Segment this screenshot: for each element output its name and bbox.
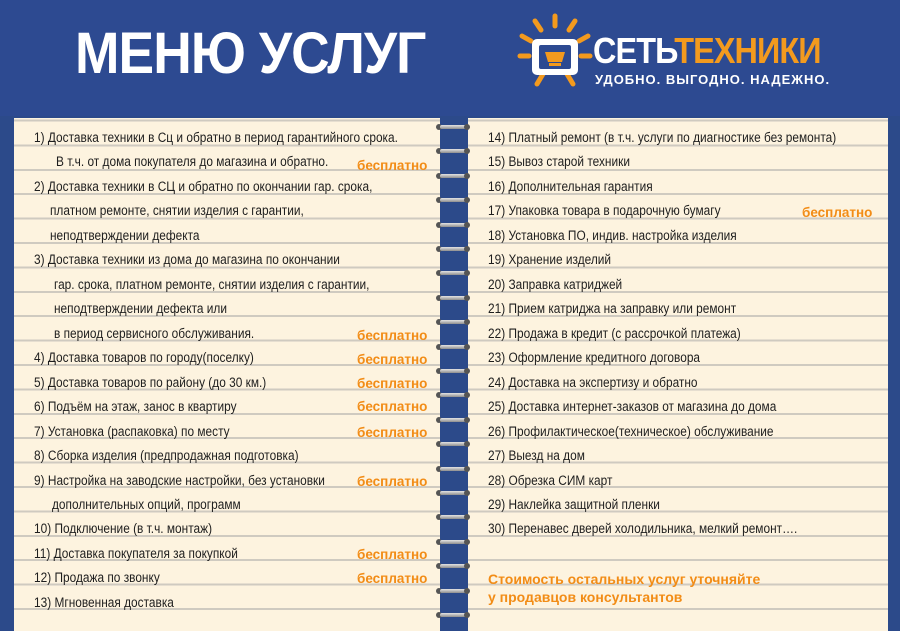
service-line: неподтверждении дефекта или: [54, 301, 228, 316]
service-line: 30) Перенавес дверей холодильника, мелкий ремонт….: [488, 521, 798, 536]
service-line: 28) Обрезка СИМ карт: [488, 473, 613, 488]
service-line: 22) Продажа в кредит (с рассрочкой платежа): [488, 326, 741, 341]
service-line: 13) Мгновенная доставка: [34, 595, 174, 610]
free-badge: бесплатно: [802, 205, 873, 220]
service-line: 6) Подъём на этаж, занос в квартиру: [34, 399, 237, 414]
brand-name: [593, 30, 821, 72]
header-banner: [0, 0, 900, 116]
service-line: 21) Прием катриджа на заправку или ремонт: [488, 301, 737, 316]
notebook-spiral-binding: [436, 116, 470, 631]
tv-sun-logo-icon: [517, 12, 593, 92]
spiral-ring: [436, 415, 470, 425]
free-badge: бесплатно: [357, 547, 428, 562]
spiral-ring: [436, 146, 470, 156]
spiral-ring: [436, 537, 470, 547]
service-line: гар. срока, платном ремонте, снятии изделия с гарантии,: [54, 277, 370, 292]
service-line: 4) Доставка товаров по городу(поселку): [34, 350, 254, 365]
service-line: 1) Доставка техники в Сц и обратно в период гарантийного срока.: [34, 130, 398, 145]
spiral-ring: [436, 390, 470, 400]
service-line: 3) Доставка техники из дома до магазина по окончании: [34, 252, 340, 267]
spiral-ring: [436, 512, 470, 522]
service-line: 18) Установка ПО, индив. настройка изделия: [488, 228, 737, 243]
spiral-ring: [436, 586, 470, 596]
spiral-ring: [436, 610, 470, 620]
service-line: 29) Наклейка защитной пленки: [488, 497, 660, 512]
spiral-ring: [436, 439, 470, 449]
brand-slogan: УДОБНО. ВЫГОДНО. НАДЕЖНО.: [595, 72, 831, 87]
service-line: 27) Выезд на дом: [488, 448, 585, 463]
free-badge: бесплатно: [357, 571, 428, 586]
service-line: 24) Доставка на экспертизу и обратно: [488, 375, 698, 390]
free-badge: бесплатно: [357, 158, 428, 173]
spiral-ring: [436, 293, 470, 303]
spiral-ring: [436, 464, 470, 474]
page-title: МЕНЮ УСЛУГ: [75, 21, 426, 86]
brand-name-part1: СЕТЬ: [593, 30, 675, 71]
spiral-ring: [436, 220, 470, 230]
spiral-ring: [436, 317, 470, 327]
free-badge: бесплатно: [357, 425, 428, 440]
service-line: 15) Вывоз старой техники: [488, 154, 630, 169]
service-line: 5) Доставка товаров по району (до 30 км.): [34, 375, 267, 390]
brand-logo: [517, 12, 831, 102]
spiral-ring: [436, 488, 470, 498]
spiral-ring: [436, 171, 470, 181]
free-badge: бесплатно: [357, 352, 428, 367]
spiral-ring: [436, 268, 470, 278]
service-line: 9) Настройка на заводские настройки, без установки: [34, 473, 325, 488]
spiral-ring: [436, 561, 470, 571]
service-line: 16) Дополнительная гарантия: [488, 179, 653, 194]
service-line: 12) Продажа по звонку: [34, 570, 160, 585]
free-badge: бесплатно: [357, 399, 428, 414]
service-line: 25) Доставка интернет-заказов от магазина до дома: [488, 399, 777, 414]
spiral-ring: [436, 122, 470, 132]
service-line: 17) Упаковка товара в подарочную бумагу: [488, 203, 721, 218]
footer-note-line1: Стоимость остальных услуг уточняйте: [488, 571, 761, 587]
footer-note-line2: у продавцов консультантов: [488, 589, 683, 605]
service-line: неподтверждении дефекта: [50, 228, 200, 243]
service-line: В т.ч. от дома покупателя до магазина и обратно.: [56, 154, 329, 169]
service-line: 8) Сборка изделия (предпродажная подготовка): [34, 448, 299, 463]
brand-name-part2: ТЕХНИКИ: [674, 30, 821, 71]
service-line: 26) Профилактическое(техническое) обслуживание: [488, 424, 774, 439]
spiral-ring: [436, 366, 470, 376]
spiral-ring: [436, 195, 470, 205]
service-line: платном ремонте, снятии изделия с гарантии,: [50, 203, 304, 218]
spiral-ring: [436, 342, 470, 352]
spiral-ring: [436, 244, 470, 254]
service-line: 10) Подключение (в т.ч. монтаж): [34, 521, 213, 536]
service-line: 14) Платный ремонт (в т.ч. услуги по диагностике без ремонта): [488, 130, 837, 145]
service-line: 7) Установка (распаковка) по месту: [34, 424, 230, 439]
service-line: 19) Хранение изделий: [488, 252, 612, 267]
free-badge: бесплатно: [357, 376, 428, 391]
free-badge: бесплатно: [357, 328, 428, 343]
service-line: 20) Заправка катриджей: [488, 277, 623, 292]
service-line: дополнительных опций, программ: [52, 497, 241, 512]
service-line: в период сервисного обслуживания.: [54, 326, 255, 341]
free-badge: бесплатно: [357, 474, 428, 489]
service-line: 23) Оформление кредитного договора: [488, 350, 701, 365]
service-line: 11) Доставка покупателя за покупкой: [34, 546, 238, 561]
service-line: 2) Доставка техники в СЦ и обратно по окончании гар. срока,: [34, 179, 373, 194]
